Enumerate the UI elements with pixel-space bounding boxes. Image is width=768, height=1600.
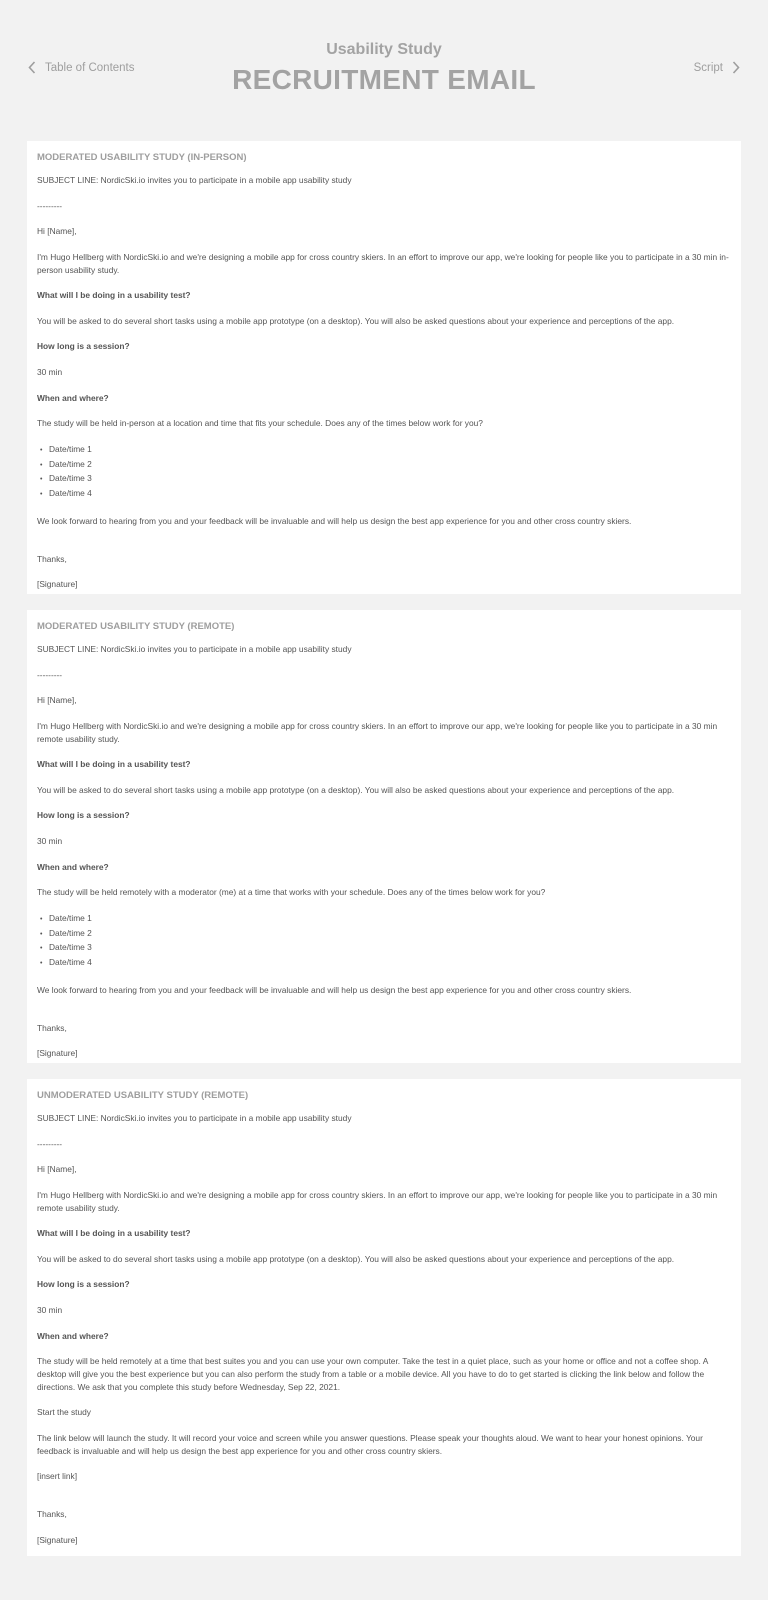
list-item: • Date/time 2 [40,458,731,473]
question-heading: What will I be doing in a usability test? [37,290,191,301]
thanks-line: Thanks, [37,1022,67,1033]
intro-paragraph: I'm Hugo Hellberg with NordicSki.io and we're designing a mobile app for cross country skiers. In an effort to improve our app, we're looking for people like you to participate in a 30 min remote usability study. [37,720,718,744]
signature-line: [Signature] [37,1534,78,1545]
email-card-moderated-remote [27,610,741,1063]
card-title: UNMODERATED USABILITY STUDY (REMOTE) [37,1090,249,1101]
answer-paragraph: You will be asked to do several short tasks using a mobile app prototype (on a desktop). You will also be asked questions about your experience and perceptions of the app. [37,315,675,326]
launch-paragraph: The link below will launch the study. It will record your voice and screen while you answer questions. Please speak your thoughts aloud. We want to hear your honest opinions. Your feedback is invaluable and will help us design the best app experience for you and other cross country skiers. [37,1432,703,1456]
answer-paragraph: You will be asked to do several short tasks using a mobile app prototype (on a desktop). You will also be asked questions about your experience and perceptions of the app. [37,784,675,795]
signature-line: [Signature] [37,1048,78,1059]
divider-line: --------- [37,200,63,211]
list-item: • Date/time 1 [40,443,731,458]
list-item: • Date/time 2 [40,927,731,942]
signature-line: [Signature] [37,579,78,590]
greeting: Hi [Name], [37,1164,77,1175]
greeting: Hi [Name], [37,695,77,706]
intro-paragraph: I'm Hugo Hellberg with NordicSki.io and we're designing a mobile app for cross country skiers. In an effort to improve our app, we're looking for people like you to participate in a 30 min in-person usability study. [37,251,729,275]
list-item: • Date/time 3 [40,941,731,956]
answer-paragraph: The study will be held in-person at a location and time that fits your schedule. Does any of the times below work for you? [37,418,483,429]
subject-line: SUBJECT LINE: NordicSki.io invites you to participate in a mobile app usability study [37,1113,352,1123]
email-card-unmoderated-remote [27,1079,741,1556]
chevron-right-icon [732,61,740,74]
question-heading: When and where? [37,861,109,872]
next-page-link[interactable] [694,61,740,74]
answer-paragraph: The study will be held remotely with a moderator (me) at a time that works with your schedule. Does any of the times below work for you? [37,887,546,898]
closing-paragraph: We look forward to hearing from you and your feedback will be invaluable and will help us design the best app experience for you and other cross country skiers. [37,984,632,995]
list-item: • Date/time 1 [40,912,731,927]
page-title: RECRUITMENT EMAIL [232,64,536,95]
card-title: MODERATED USABILITY STUDY (IN-PERSON) [37,152,247,163]
question-heading: When and where? [37,392,109,403]
divider-line: --------- [37,1138,63,1149]
question-heading: How long is a session? [37,1279,130,1290]
list-item: • Date/time 4 [40,487,731,502]
list-item: • Date/time 4 [40,956,731,971]
answer-paragraph: 30 min [37,1304,63,1315]
next-page-label: Script [693,61,723,74]
question-heading: When and where? [37,1330,109,1341]
answer-paragraph: You will be asked to do several short tasks using a mobile app prototype (on a desktop). You will also be asked questions about your experience and perceptions of the app. [37,1253,675,1264]
subject-line: SUBJECT LINE: NordicSki.io invites you to participate in a mobile app usability study [37,175,352,185]
divider-line: --------- [37,669,63,680]
subject-line: SUBJECT LINE: NordicSki.io invites you to participate in a mobile app usability study [37,644,352,654]
question-heading: How long is a session? [37,810,130,821]
date-time-list [37,912,731,971]
question-heading: What will I be doing in a usability test? [37,759,191,770]
answer-paragraph: The study will be held remotely at a time that best suites you and you can use your own computer. Take the test in a quiet place, such as your home or office and not a coffee shop. A desktop will give you the best experience but you can also perform the study from a table or a mobile device. All you have to do to get started is clicking the link below and follow the directions. We ask that you complete this study before Wednesday, Sep 22, 2021. [37,1356,708,1392]
greeting: Hi [Name], [37,226,77,237]
answer-paragraph: 30 min [37,366,63,377]
study-link-placeholder: [insert link] [37,1471,78,1482]
email-card-moderated-in-person [27,141,741,594]
card-title: MODERATED USABILITY STUDY (REMOTE) [37,621,235,632]
closing-paragraph: We look forward to hearing from you and your feedback will be invaluable and will help us design the best app experience for you and other cross country skiers. [37,515,632,526]
date-time-list [37,443,731,502]
thanks-line: Thanks, [37,553,67,564]
list-item: • Date/time 3 [40,472,731,487]
page-header [0,0,768,140]
previous-page-label: Table of Contents [45,61,135,74]
question-heading: What will I be doing in a usability test? [37,1228,191,1239]
question-heading: How long is a session? [37,341,130,352]
answer-paragraph: 30 min [37,835,63,846]
start-study-heading: Start the study [37,1407,91,1418]
page-subtitle: Usability Study [326,41,442,58]
intro-paragraph: I'm Hugo Hellberg with NordicSki.io and we're designing a mobile app for cross country skiers. In an effort to improve our app, we're looking for people like you to participate in a 30 min remote usability study. [37,1189,718,1213]
thanks-line: Thanks, [37,1509,67,1520]
